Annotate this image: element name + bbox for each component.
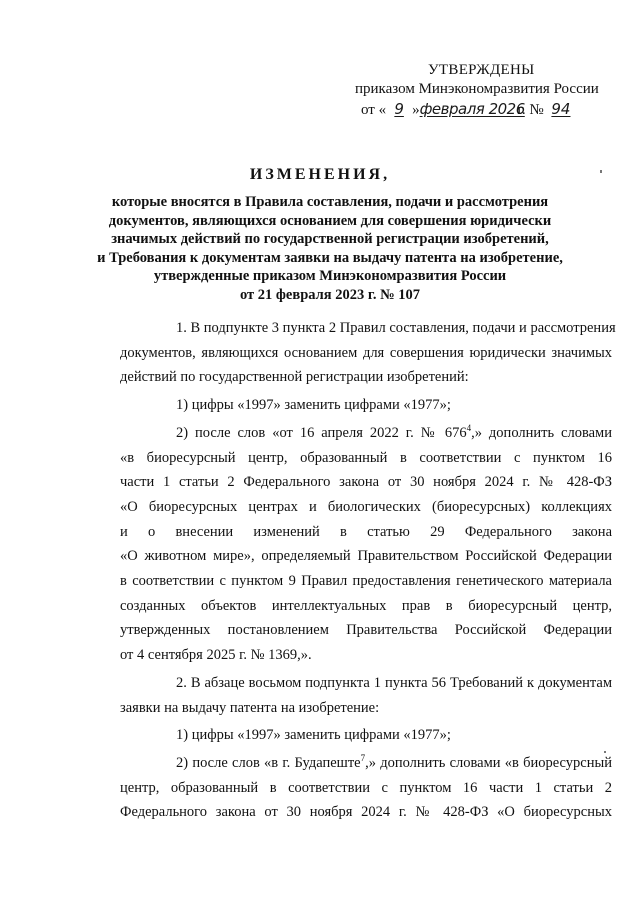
body-line: 2. В абзаце восьмом подпункта 1 пункта 56 Требований к документам bbox=[176, 674, 612, 691]
date-prefix: от « bbox=[361, 102, 387, 118]
body-line: центр, образованный в соответствии с пунктом 16 части 1 статьи 2 bbox=[120, 779, 612, 796]
body-line: в соответствии с пунктом 9 Правил предоставления генетического материала bbox=[120, 573, 612, 590]
body-line bbox=[120, 421, 612, 446]
subtitle-line: утвержденные приказом Минэкономразвития России bbox=[153, 268, 507, 285]
body-line: документов, являющихся основанием для совершения юридически значимых bbox=[120, 344, 612, 361]
body-line: части 1 статьи 2 Федерального закона от 30 ноября 2024 г. № 428-ФЗ bbox=[120, 474, 612, 491]
handwritten-day: 9 bbox=[394, 100, 404, 118]
body-line bbox=[120, 751, 612, 776]
subtitle-line: документов, являющихся основанием для совершения юридически bbox=[108, 212, 552, 229]
body-line: «в биоресурсный центр, образованный в соответствии с пунктом 16 bbox=[120, 449, 612, 466]
document-body bbox=[120, 316, 616, 825]
date-suffix: г. № bbox=[517, 102, 544, 118]
footnote-ref: 7 bbox=[360, 753, 366, 764]
text-fragment: ,» дополнить словами «в биоресурсный bbox=[365, 754, 613, 771]
approval-heading: УТВЕРЖДЕНЫ bbox=[428, 62, 535, 78]
body-line: 1. В подпункте 3 пункта 2 Правил составления, подачи и рассмотрения bbox=[176, 320, 616, 336]
handwritten-order-number: 94 bbox=[551, 100, 571, 118]
body-line: утвержденных постановлением Правительства Российской Федерации bbox=[120, 622, 612, 639]
subtitle-line: значимых действий по государственной регистрации изобретений, bbox=[111, 231, 549, 248]
body-line: от 4 сентября 2025 г. № 1369,». bbox=[120, 647, 312, 664]
handwritten-month-year: февраля 2026 bbox=[419, 100, 525, 118]
text-fragment: 2) после слов «в г. Будапеште bbox=[176, 754, 361, 771]
body-line: 1) цифры «1997» заменить цифрами «1977»; bbox=[176, 727, 451, 744]
body-line: «О животном мире», определяемый Правительством Российской Федерации bbox=[120, 548, 612, 565]
body-line: 1) цифры «1997» заменить цифрами «1977»; bbox=[176, 397, 451, 414]
body-line: Федерального закона от 30 ноября 2024 г. № 428-ФЗ «О биоресурсных bbox=[120, 804, 612, 821]
subtitle-line: от 21 февраля 2023 г. № 107 bbox=[239, 286, 421, 303]
body-line: действий по государственной регистрации изобретений: bbox=[120, 369, 469, 386]
body-line: и о внесении изменений в статью 29 Федерального закона bbox=[120, 523, 612, 540]
subtitle-line: и Требования к документам заявки на выдачу патента на изобретение, bbox=[97, 249, 563, 266]
body-line: созданных объектов интеллектуальных прав в биоресурсный центр, bbox=[120, 597, 612, 614]
body-line: заявки на выдачу патента на изобретение: bbox=[120, 699, 380, 716]
document-title: ИЗМЕНЕНИЯ, bbox=[249, 166, 391, 183]
approval-order-line: приказом Минэкономразвития России bbox=[355, 81, 599, 97]
document-subtitle bbox=[70, 193, 590, 305]
text-fragment: 2) после слов «от 16 апреля 2022 г. № 676 bbox=[176, 424, 467, 441]
approval-date-line bbox=[361, 100, 591, 119]
footnote-ref: 4 bbox=[466, 422, 472, 433]
date-mid: » bbox=[412, 102, 420, 118]
text-fragment: ,» дополнить словами bbox=[471, 424, 612, 441]
body-line: «О биоресурсных центрах и биологических (биоресурсных) коллекциях bbox=[120, 498, 612, 515]
subtitle-line: которые вносятся в Правила составления, подачи и рассмотрения bbox=[111, 194, 549, 210]
